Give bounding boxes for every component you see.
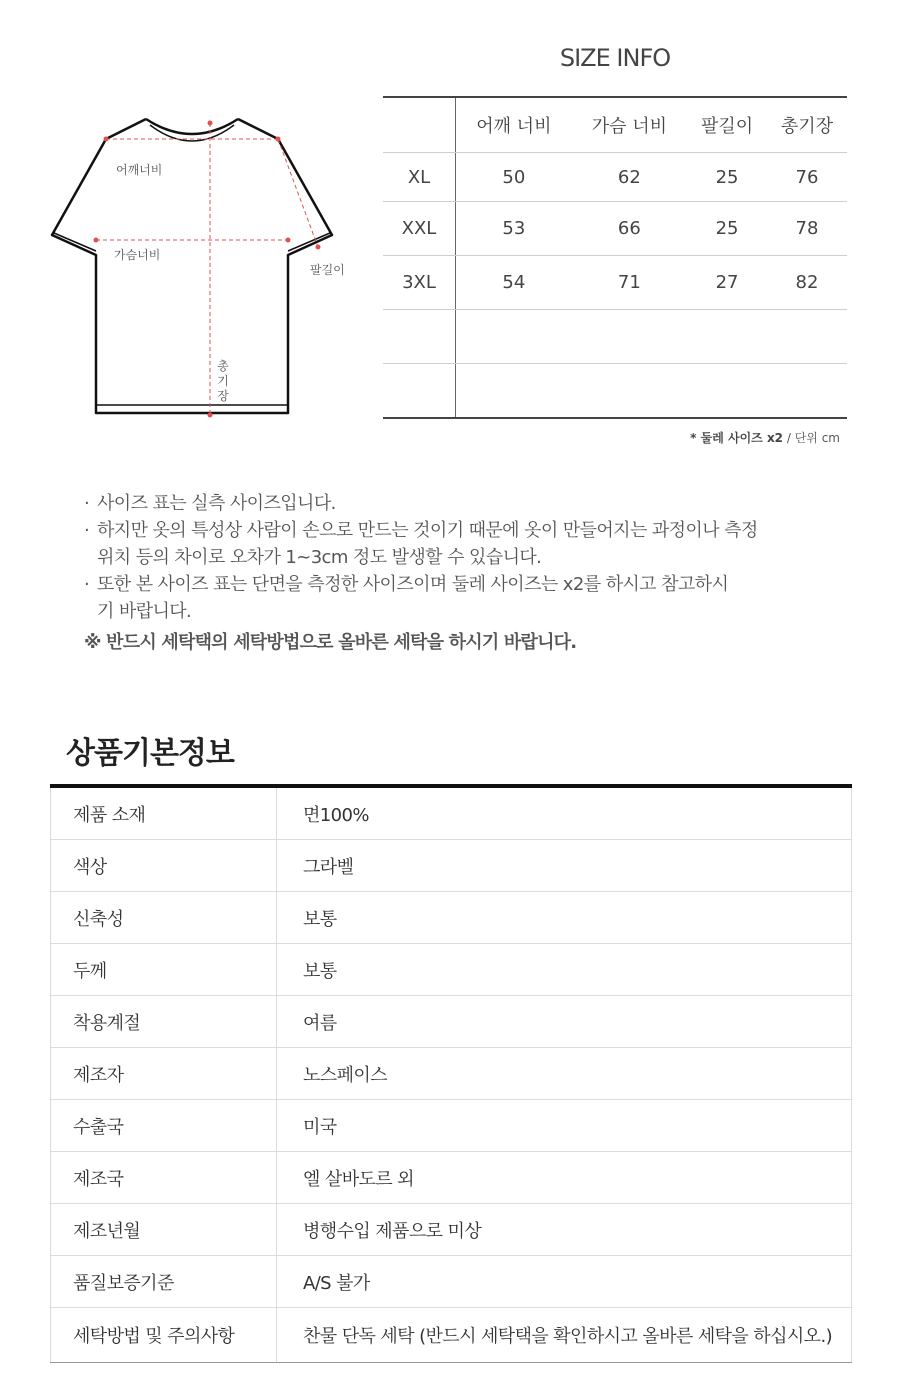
table-row [51, 1256, 852, 1308]
chest-width-label: 가슴너비 [114, 248, 161, 262]
size-cell: 76 [767, 153, 847, 202]
col-header: 총기장 [767, 97, 847, 153]
size-cell: 66 [572, 202, 687, 256]
table-row [51, 840, 852, 892]
info-value: 보통 [277, 892, 852, 944]
size-row-empty [383, 364, 847, 419]
size-note-bold: * 둘레 사이즈 x2 [690, 431, 784, 445]
info-value: 그라벨 [277, 840, 852, 892]
info-label: 제품 소재 [51, 788, 277, 840]
size-cell [767, 364, 847, 419]
product-info-table [50, 788, 852, 1363]
size-label [383, 310, 456, 364]
info-label: 제조자 [51, 1048, 277, 1100]
note-item [84, 490, 844, 517]
note-item [84, 517, 844, 571]
info-label: 수출국 [51, 1100, 277, 1152]
table-row [51, 1048, 852, 1100]
info-label: 제조년월 [51, 1204, 277, 1256]
product-info-title: 상품기본정보 [66, 736, 234, 771]
size-cell: 62 [572, 153, 687, 202]
info-value: 병행수입 제품으로 미상 [277, 1204, 852, 1256]
size-cell [687, 310, 767, 364]
bullet: · [84, 574, 90, 595]
size-notes [84, 490, 844, 656]
col-header: 가슴 너비 [572, 97, 687, 153]
table-row [51, 996, 852, 1048]
size-label: 3XL [383, 256, 456, 310]
size-row [383, 256, 847, 310]
size-table [383, 96, 847, 419]
note-item [84, 571, 844, 625]
table-row [51, 892, 852, 944]
size-row [383, 202, 847, 256]
size-header-empty [383, 97, 456, 153]
table-row [51, 1152, 852, 1204]
table-row [51, 1100, 852, 1152]
size-row [383, 153, 847, 202]
sleeve-length-label: 팔길이 [310, 263, 345, 277]
size-cell: 71 [572, 256, 687, 310]
info-label: 착용계절 [51, 996, 277, 1048]
table-row [51, 944, 852, 996]
info-label: 색상 [51, 840, 277, 892]
info-label: 두께 [51, 944, 277, 996]
size-cell [687, 364, 767, 419]
tshirt-diagram [46, 105, 356, 425]
size-label: XXL [383, 202, 456, 256]
info-label: 제조국 [51, 1152, 277, 1204]
table-row [51, 788, 852, 840]
size-cell [456, 310, 572, 364]
note-text: 하지만 옷의 특성상 사람이 손으로 만드는 것이기 때문에 옷이 만들어지는 과정이나 측정위치 등의 차이로 오차가 1~3cm 정도 발생할 수 있습니다. [97, 520, 758, 568]
info-label: 세탁방법 및 주의사항 [51, 1308, 277, 1363]
table-row [51, 1308, 852, 1363]
size-table-header [383, 97, 847, 153]
info-value: 노스페이스 [277, 1048, 852, 1100]
col-header: 어깨 너비 [456, 97, 572, 153]
size-cell: 25 [687, 202, 767, 256]
info-value: 찬물 단독 세탁 (반드시 세탁택을 확인하시고 올바른 세탁을 하십시오.) [277, 1308, 852, 1363]
bullet: · [84, 520, 90, 541]
bullet: · [84, 493, 90, 514]
size-note-unit: / 단위 cm [783, 431, 840, 445]
info-label: 신축성 [51, 892, 277, 944]
table-row [51, 1204, 852, 1256]
info-value: A/S 불가 [277, 1256, 852, 1308]
size-cell [456, 364, 572, 419]
info-value: 보통 [277, 944, 852, 996]
size-cell: 53 [456, 202, 572, 256]
size-label [383, 364, 456, 419]
size-info-title: SIZE INFO [559, 44, 671, 72]
size-row-empty [383, 310, 847, 364]
info-value: 여름 [277, 996, 852, 1048]
size-cell [572, 310, 687, 364]
note-text: 또한 본 사이즈 표는 단면을 측정한 사이즈이며 둘레 사이즈는 x2를 하시고 참고하시기 바랍니다. [97, 574, 729, 622]
size-cell: 25 [687, 153, 767, 202]
info-value: 엘 살바도르 외 [277, 1152, 852, 1204]
info-value: 면100% [277, 788, 852, 840]
size-cell: 27 [687, 256, 767, 310]
washing-warning: ※ 반드시 세탁택의 세탁방법으로 올바른 세탁을 하시기 바랍니다. [84, 632, 577, 653]
size-cell [572, 364, 687, 419]
size-label: XL [383, 153, 456, 202]
size-cell: 50 [456, 153, 572, 202]
size-cell: 78 [767, 202, 847, 256]
note-text: 사이즈 표는 실측 사이즈입니다. [97, 493, 336, 514]
total-length-label: 총기장 [217, 359, 229, 403]
size-cell [767, 310, 847, 364]
size-note [690, 429, 840, 446]
info-value: 미국 [277, 1100, 852, 1152]
shoulder-width-label: 어깨너비 [116, 163, 163, 177]
col-header: 팔길이 [687, 97, 767, 153]
size-cell: 82 [767, 256, 847, 310]
size-cell: 54 [456, 256, 572, 310]
info-label: 품질보증기준 [51, 1256, 277, 1308]
